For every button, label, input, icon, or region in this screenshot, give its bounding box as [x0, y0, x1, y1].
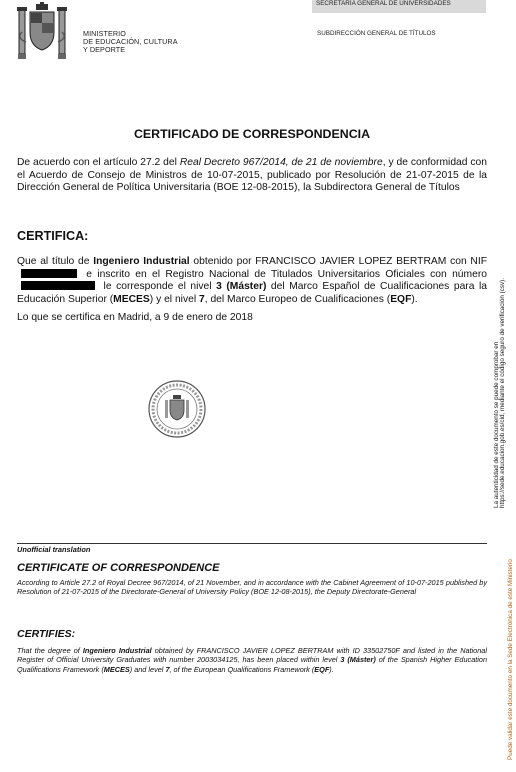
- translation-certification-paragraph: That the degree of Ingeniero Industrial obtained by FRANCISCO JAVIER LOPEZ BERTRAM with ID 33502750F and listed in the National Register of Official University Graduates with number 2003034125, has been placed within level 3 (Máster) of the Spanish Higher Education Qualifications Framework (MECES) and level 7, of the European Qualifications Framework (EQF).: [17, 646, 488, 674]
- subdireccion-label: SUBDIRECCIÓN GENERAL DE TÍTULOS: [317, 30, 436, 37]
- translation-title: CERTIFICATE OF CORRESPONDENCE: [17, 562, 220, 574]
- official-seal-icon: [146, 378, 208, 440]
- unofficial-translation-label: Unofficial translation: [17, 545, 91, 554]
- place-date-line: Lo que se certifica en Madrid, a 9 de enero de 2018: [17, 312, 253, 323]
- certification-paragraph: Que al título de Ingeniero Industrial obtenido por FRANCISCO JAVIER LOPEZ BERTRAM con NIF e inscrito en el Registro Nacional de Titulados Universitarios Oficiales con número le corresponde el nivel 3 (Máster) del Marco Español de Cualificaciones para la Educación Superior (MECES) y el nivel 7, del Marco Europeo de Cualificaciones (EQF).: [17, 256, 488, 305]
- ministry-line: Y DEPORTE: [83, 45, 126, 54]
- intro-paragraph: De acuerdo con el artículo 27.2 del Real Decreto 967/2014, de 21 de noviembre, y de conformidad con el Acuerdo de Consejo de Ministros de 10-07-2015, publicado por Resolución de 21-07-2015 de la Dirección General de Política Universitaria (BOE 12-08-2015), la Subdirectora General de Títulos: [17, 157, 488, 194]
- translation-intro-paragraph: According to Article 27.2 of Royal Decree 967/2014, of 21 November, and in accordance with the Cabinet Agreement of 10-07-2015 published by Resolution of 21-07-2015 of the Directorate-General of University Policy (BOE 12-08-2015), the Deputy Directorate-General: [17, 578, 487, 597]
- secretaria-label: SECRETARÍA GENERAL DE UNIVERSIDADES: [312, 0, 486, 13]
- coat-of-arms-icon: [16, 2, 68, 62]
- certifica-heading: CERTIFICA:: [17, 229, 89, 243]
- validation-note: Puede validar este documento en la Sede Electrónica de este Ministerio: [507, 559, 514, 760]
- nif-redaction: [21, 269, 77, 278]
- ministry-name: [83, 30, 178, 54]
- certifies-heading: CERTIFIES:: [17, 628, 76, 640]
- verification-url[interactable]: https://sede.educacion.gob.es/cid, mediante el código seguro de verificación (csv).: [499, 278, 506, 508]
- ministry-line: MINISTERIO: [83, 29, 126, 38]
- ministry-line: DE EDUCACIÓN, CULTURA: [83, 37, 178, 46]
- authenticity-note: La autenticidad de este documento se puede comprobar en: [493, 341, 500, 508]
- document-title: CERTIFICADO DE CORRESPONDENCIA: [133, 127, 371, 141]
- section-divider: [17, 543, 487, 544]
- registry-number-redaction: [21, 281, 95, 290]
